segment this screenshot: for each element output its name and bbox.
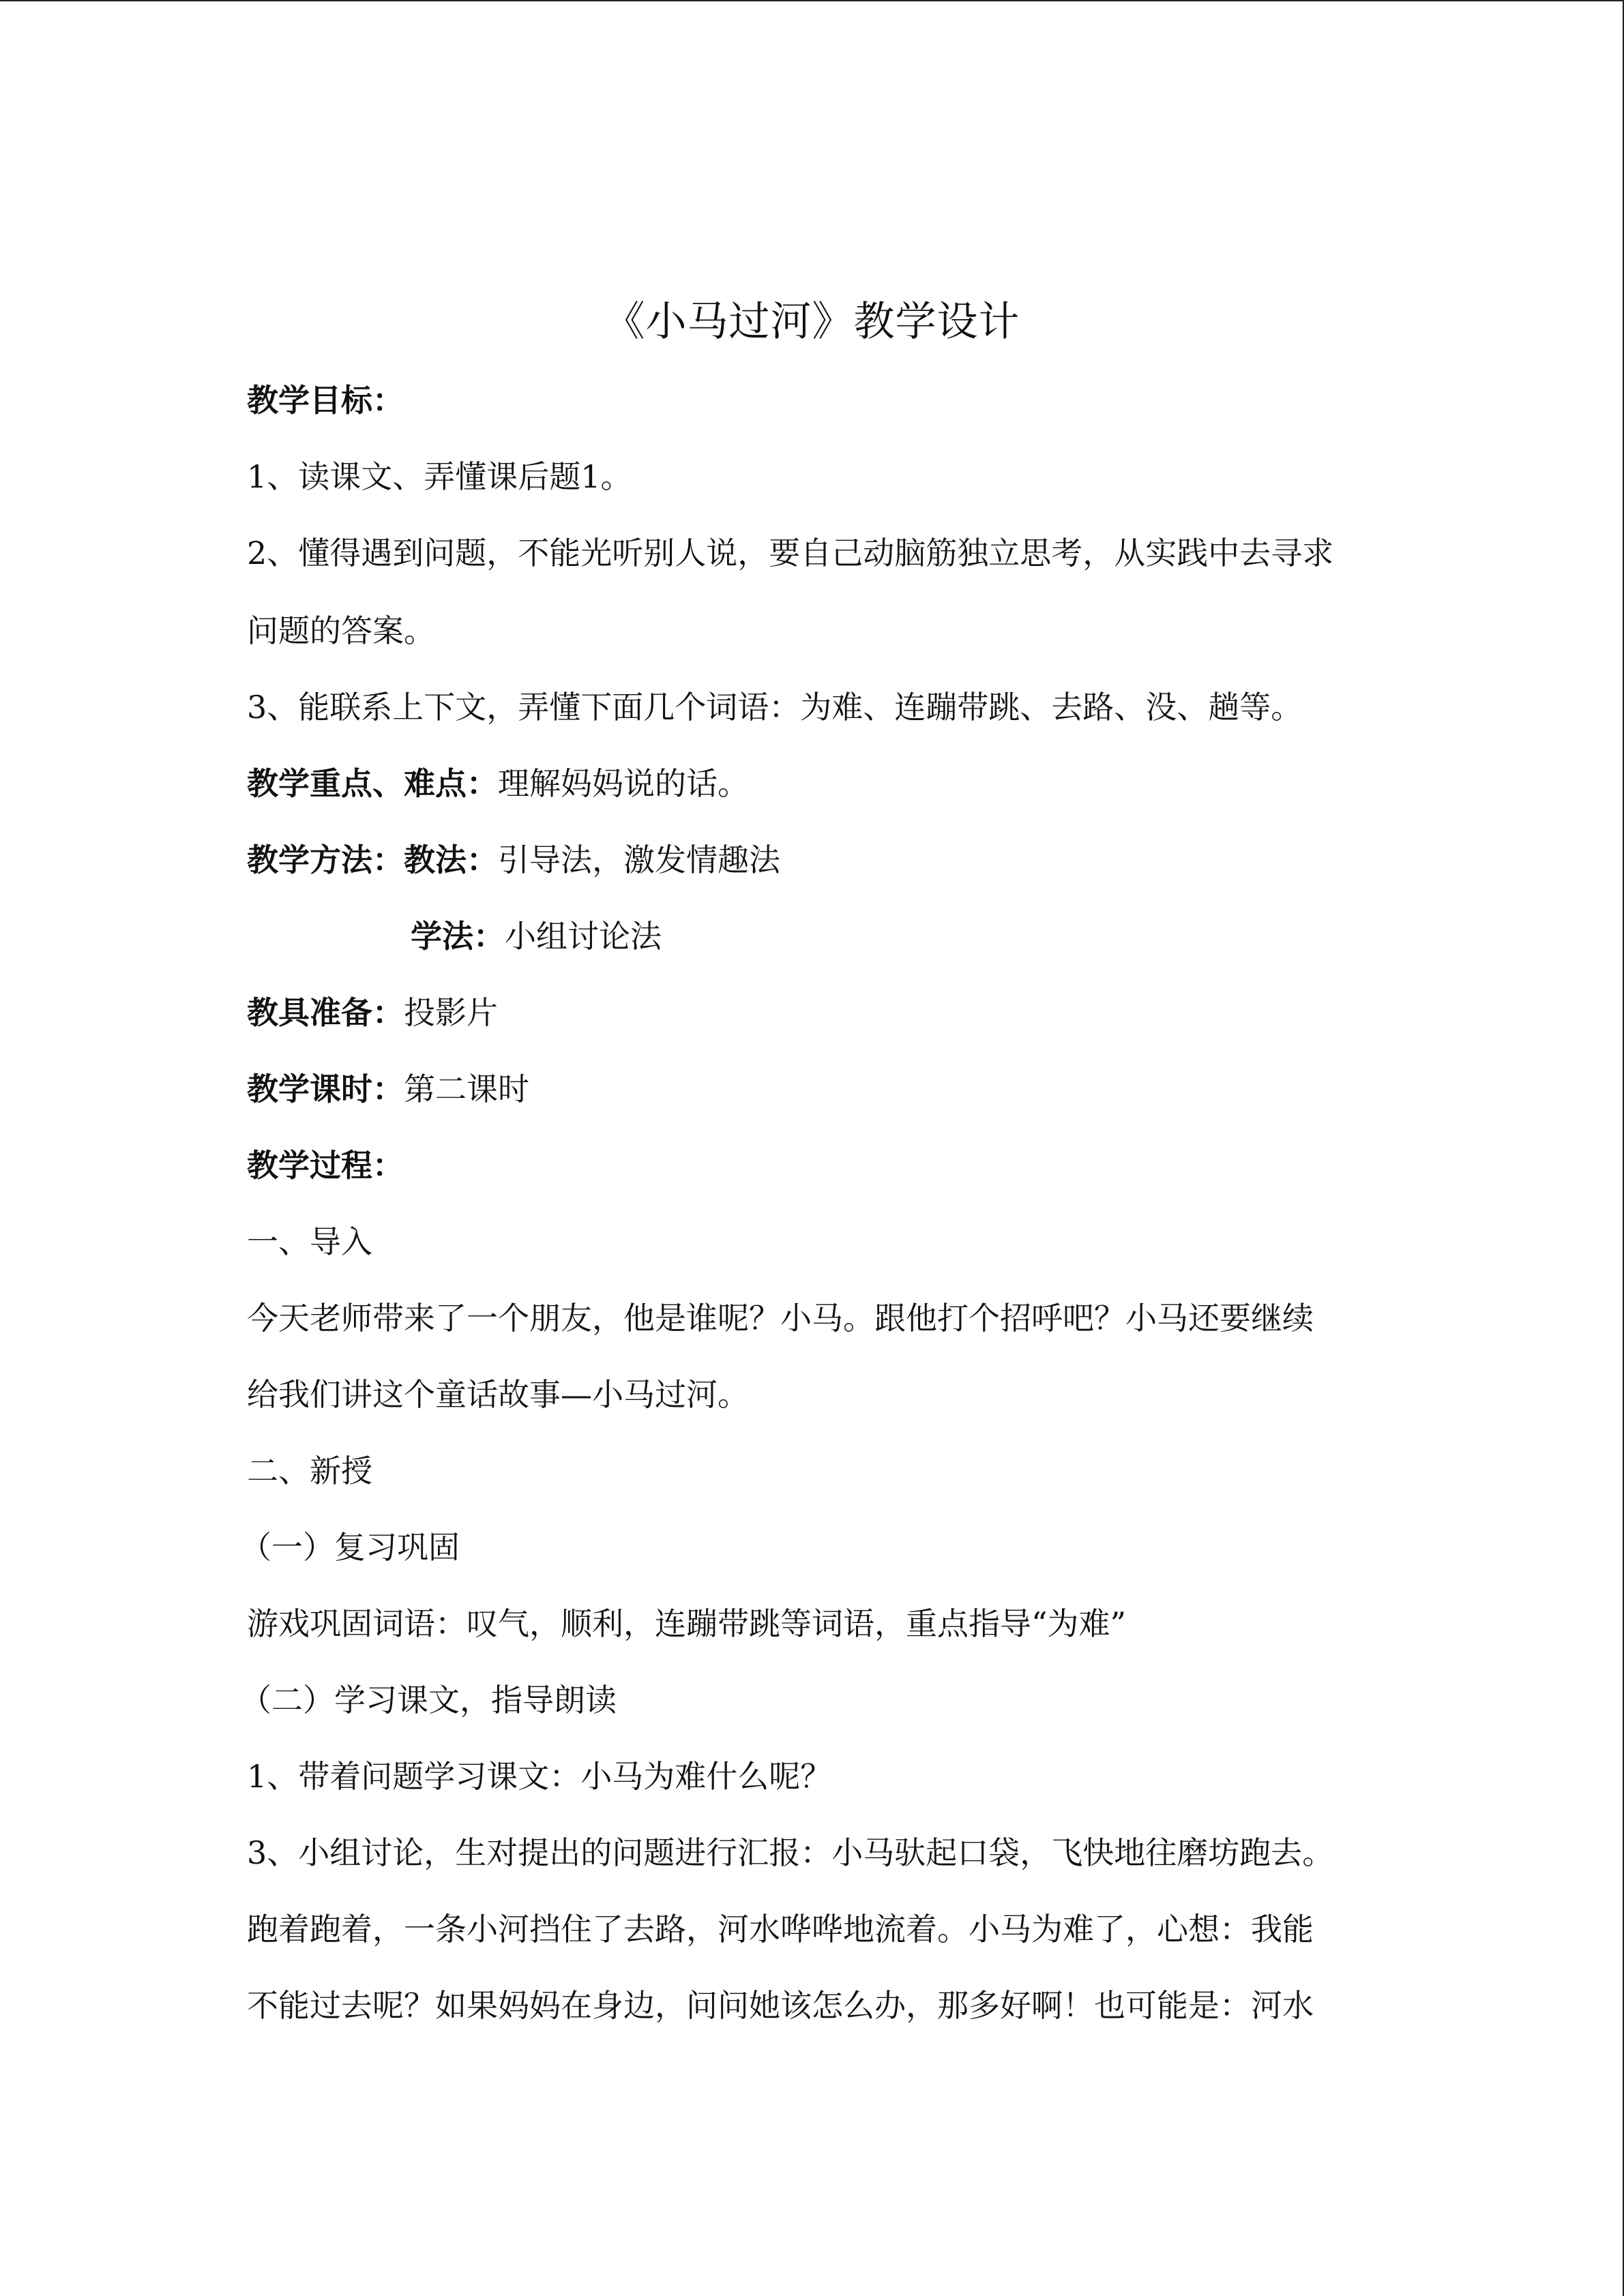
review-paragraph: 游戏巩固词语：叹气，顺利，连蹦带跳等词语，重点指导“为难” xyxy=(247,1605,1127,1642)
subsection-review: （一）复习巩固 xyxy=(240,1529,460,1566)
period-label: 教学课时： xyxy=(247,1071,404,1107)
focus-value: 理解妈妈说的话。 xyxy=(498,765,749,802)
learn-method-row xyxy=(411,909,662,964)
objectives-heading: 教学目标： xyxy=(247,382,404,419)
learn-method-label: 学法： xyxy=(411,918,505,955)
period-value: 第二课时 xyxy=(404,1071,529,1107)
tools-row xyxy=(247,985,498,1040)
process-heading: 教学过程： xyxy=(247,1147,404,1184)
tools-label: 教具准备： xyxy=(247,994,404,1031)
objective-3: 3、能联系上下文，弄懂下面几个词语：为难、连蹦带跳、去路、没、趟等。 xyxy=(247,689,1303,726)
step-3-line-2: 跑着跑着，一条小河挡住了去路，河水哗哗地流着。小马为难了，心想：我能 xyxy=(247,1911,1314,1948)
learn-method-value: 小组讨论法 xyxy=(505,918,662,955)
step-1: 1、带着问题学习课文：小马为难什么呢？ xyxy=(247,1758,832,1795)
objective-2-line-2: 问题的答案。 xyxy=(247,612,435,649)
objective-2-line-1: 2、懂得遇到问题，不能光听别人说，要自己动脑筋独立思考，从实践中去寻求 xyxy=(247,535,1334,571)
intro-paragraph-line-2: 给我们讲这个童话故事—小马过河。 xyxy=(247,1376,749,1413)
tools-value: 投影片 xyxy=(404,994,498,1031)
teach-method-value: 引导法，激发情趣法 xyxy=(498,841,780,878)
method-label: 教学方法： xyxy=(247,841,404,878)
step-3-line-3: 不能过去呢？如果妈妈在身边，问问她该怎么办，那多好啊！也可能是：河水 xyxy=(247,1987,1314,2024)
page-title: 《小马过河》教学设计 xyxy=(604,298,1020,346)
step-3-line-1: 3、小组讨论，生对提出的问题进行汇报：小马驮起口袋，飞快地往磨坊跑去。 xyxy=(247,1834,1334,1871)
intro-paragraph-line-1: 今天老师带来了一个朋友，他是谁呢？小马。跟他打个招呼吧？小马还要继续 xyxy=(247,1300,1314,1337)
teach-method-label: 教法： xyxy=(404,841,498,878)
section-heading-intro: 一、导入 xyxy=(247,1223,372,1260)
section-heading-new: 二、新授 xyxy=(247,1452,372,1489)
focus-row xyxy=(247,756,749,811)
subsection-study: （二）学习课文，指导朗读 xyxy=(240,1682,617,1718)
period-row xyxy=(247,1062,529,1116)
method-row xyxy=(247,833,780,887)
objective-1: 1、读课文、弄懂课后题1。 xyxy=(247,458,632,495)
focus-label: 教学重点、难点： xyxy=(247,765,498,802)
